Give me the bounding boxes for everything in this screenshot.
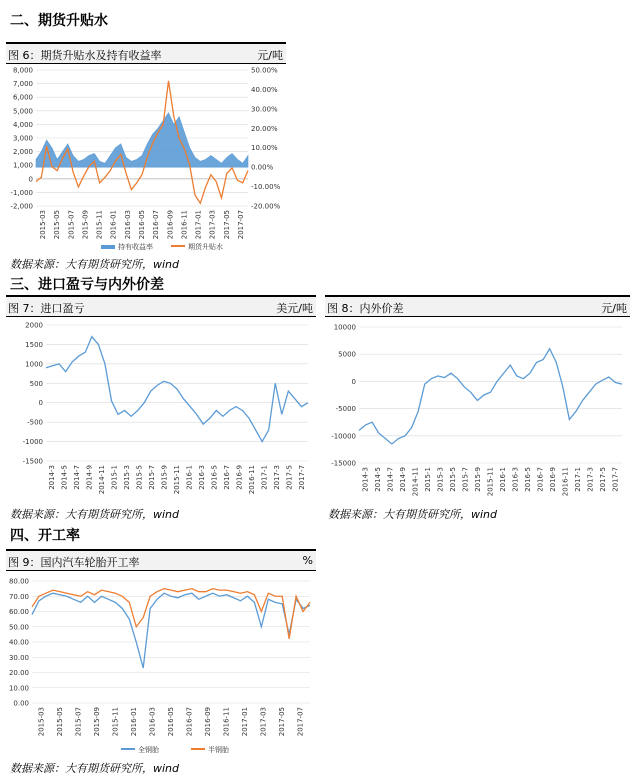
chart-unit: %: [302, 554, 313, 567]
legend-swatch: [191, 748, 205, 750]
y-tick-label: -15000: [331, 459, 356, 468]
x-tick-label: 2016-5: [210, 465, 219, 490]
y2-tick-label: 50.00%: [251, 66, 278, 75]
x-tick-label: 2015-5: [448, 467, 457, 492]
x-tick-label: 2015-3: [436, 467, 445, 492]
x-tick-label: 2015-9: [160, 465, 169, 490]
x-tick-label: 2015-07: [74, 707, 83, 737]
y-tick-label: 20.00: [8, 669, 29, 677]
chart-title: 图 9：国内汽车轮胎开工率: [8, 556, 140, 569]
y2-tick-label: -20.00%: [251, 202, 281, 211]
x-tick-label: 2015-09: [92, 707, 101, 737]
x-tick-label: 2016-11: [222, 707, 231, 737]
y-tick-label: 0.00: [13, 699, 29, 708]
x-tick-label: 2017-1: [260, 465, 269, 490]
x-tick-label: 2016-3: [511, 467, 520, 492]
y2-tick-label: 40.00%: [251, 85, 278, 94]
x-tick-label: 2017-7: [611, 467, 620, 492]
series-line: [359, 349, 622, 444]
x-tick-label: 2015-3: [123, 465, 132, 490]
y-tick-label: 10000: [333, 323, 356, 332]
panel-fig6: [6, 42, 286, 254]
y-tick-label: 6,000: [12, 93, 33, 102]
x-tick-label: 2014-11: [98, 465, 107, 495]
x-tick-label: 2014-7: [73, 465, 82, 490]
section-title-basis: 二、期货升贴水: [10, 13, 108, 29]
x-tick-label: 2017-01: [194, 210, 203, 240]
y-tick-label: 1000: [25, 360, 43, 369]
x-tick-label: 2015-1: [110, 465, 119, 490]
y2-tick-label: -10.00%: [251, 183, 281, 192]
x-tick-label: 2017-7: [297, 465, 306, 490]
x-tick-label: 2014-9: [85, 465, 94, 490]
chart-title: 图 6：期货升贴水及持有收益率: [8, 49, 162, 62]
y-tick-label: 0: [351, 377, 356, 386]
y2-tick-label: 0.00%: [251, 163, 274, 172]
chart-title: 图 8：内外价差: [327, 302, 404, 315]
x-tick-label: 2016-7: [536, 467, 545, 492]
x-tick-label: 2016-01: [129, 707, 138, 737]
y-tick-label: 3,000: [12, 134, 33, 143]
x-tick-label: 2017-07: [296, 707, 305, 737]
x-tick-label: 2016-9: [549, 467, 558, 492]
chart-fig6: [6, 64, 286, 254]
y-tick-label: 30.00: [8, 653, 29, 662]
y-tick-label: -1000: [22, 438, 43, 447]
x-tick-label: 2016-05: [138, 210, 146, 240]
y-tick-label: 10.00: [8, 684, 29, 693]
x-tick-label: 2016-09: [166, 210, 175, 240]
y-tick-label: 8,000: [12, 66, 33, 75]
x-tick-label: 2016-1: [499, 467, 508, 492]
y-tick-label: -1,000: [10, 188, 33, 197]
x-tick-label: 2015-7: [148, 465, 157, 490]
x-tick-label: 2016-03: [148, 707, 157, 737]
y2-tick-label: 30.00%: [251, 105, 278, 114]
y-tick-label: 5,000: [12, 107, 33, 116]
x-tick-label: 2017-01: [241, 707, 250, 737]
x-tick-label: 2015-03: [37, 707, 46, 737]
x-tick-label: 2016-7: [222, 465, 231, 490]
y2-tick-label: 10.00%: [251, 144, 278, 153]
legend-label: 半钢胎: [208, 746, 229, 754]
x-tick-label: 2016-9: [235, 465, 244, 490]
y2-tick-label: 20.00%: [251, 124, 278, 133]
x-tick-label: 2017-3: [272, 465, 281, 490]
legend-swatch: [171, 245, 185, 247]
x-tick-label: 2014-3: [48, 465, 57, 490]
x-tick-label: 2017-3: [586, 467, 595, 492]
x-tick-label: 2014-9: [398, 467, 407, 492]
y-tick-label: -1500: [22, 457, 43, 466]
panel-header: [6, 42, 286, 64]
y-tick-label: -5000: [335, 405, 356, 414]
y-tick-label: 1500: [25, 340, 43, 349]
y-tick-label: 0: [28, 175, 33, 184]
source-note: 数据来源：大有期货研究所，wind: [10, 258, 180, 271]
source-note: 数据来源：大有期货研究所，wind: [10, 762, 180, 775]
legend-label: 期货升贴水: [188, 243, 223, 251]
section-title-import: 三、进口盈亏与内外价差: [10, 277, 164, 293]
x-tick-label: 2017-5: [599, 467, 608, 492]
x-tick-label: 2015-11: [95, 210, 104, 240]
y-tick-label: 4,000: [12, 120, 33, 129]
x-tick-label: 2016-11: [180, 210, 189, 240]
section-title-operating-rate: 四、开工率: [10, 528, 80, 544]
chart-unit: 元/吨: [257, 49, 283, 62]
x-tick-label: 2014-5: [60, 465, 69, 490]
panel-header: [6, 549, 316, 571]
x-tick-label: 2015-07: [67, 210, 76, 240]
y-tick-label: 7,000: [12, 80, 33, 89]
x-tick-label: 2017-1: [574, 467, 583, 492]
x-tick-label: 2015-11: [111, 707, 120, 737]
x-tick-label: 2015-05: [53, 210, 62, 240]
x-tick-label: 2016-11: [247, 465, 256, 495]
x-tick-label: 2016-05: [167, 707, 175, 737]
x-tick-label: 2017-03: [259, 707, 268, 737]
y-tick-label: 2000: [25, 321, 43, 330]
legend-label: 全钢胎: [138, 746, 159, 754]
panel-fig7: [6, 295, 316, 503]
series-line: [32, 593, 310, 668]
x-tick-label: 2014-7: [386, 467, 395, 492]
x-tick-label: 2014-3: [361, 467, 370, 492]
x-tick-label: 2016-07: [152, 210, 161, 240]
x-tick-label: 2016-11: [561, 467, 570, 497]
x-tick-label: 2014-11: [411, 467, 420, 497]
legend-label: 持有收益率: [118, 243, 153, 251]
panel-header: [6, 295, 316, 317]
source-note: 数据来源：大有期货研究所，wind: [328, 508, 498, 521]
panel-header: [325, 295, 630, 317]
y-tick-label: -500: [27, 418, 43, 427]
x-tick-label: 2015-1: [423, 467, 432, 492]
x-tick-label: 2015-09: [81, 210, 90, 240]
x-tick-label: 2016-01: [109, 210, 118, 240]
chart-fig9: [6, 571, 316, 757]
y-tick-label: -2,000: [10, 202, 33, 211]
source-note: 数据来源：大有期货研究所，wind: [10, 508, 180, 521]
y-tick-label: 1,000: [12, 161, 33, 170]
x-tick-label: 2016-5: [524, 467, 533, 492]
y-tick-label: -10000: [331, 432, 356, 441]
x-tick-label: 2017-07: [236, 210, 245, 240]
x-tick-label: 2016-09: [204, 707, 213, 737]
series-area-holding-yield: [36, 113, 248, 167]
x-tick-label: 2017-05: [222, 210, 231, 240]
x-tick-label: 2015-11: [486, 467, 495, 497]
y-tick-label: 5000: [338, 350, 356, 359]
x-tick-label: 2014-5: [373, 467, 382, 492]
legend-swatch: [121, 748, 135, 750]
y-tick-label: 80.00: [8, 577, 29, 586]
panel-fig9: [6, 549, 316, 757]
x-tick-label: 2016-07: [185, 707, 194, 737]
y-tick-label: 500: [29, 379, 43, 388]
x-tick-label: 2016-3: [197, 465, 206, 490]
panel-fig8: [325, 295, 630, 503]
y-tick-label: 60.00: [8, 608, 29, 616]
x-tick-label: 2017-03: [208, 210, 217, 240]
x-tick-label: 2015-5: [135, 465, 144, 490]
y-tick-label: 70.00: [8, 592, 29, 601]
x-tick-label: 2016-03: [123, 210, 132, 240]
y-tick-label: 40.00: [8, 638, 29, 647]
chart-unit: 美元/吨: [276, 302, 313, 315]
chart-fig7: [6, 317, 316, 503]
y-tick-label: 2,000: [12, 148, 33, 157]
legend-swatch: [101, 245, 115, 249]
x-tick-label: 2015-7: [461, 467, 470, 492]
chart-fig8: [325, 317, 630, 503]
x-tick-label: 2015-03: [39, 210, 48, 240]
y-tick-label: 50.00: [8, 623, 29, 632]
x-tick-label: 2015-05: [55, 707, 64, 737]
x-tick-label: 2017-05: [278, 707, 287, 737]
chart-title: 图 7：进口盈亏: [8, 302, 85, 315]
x-tick-label: 2017-5: [285, 465, 294, 490]
y-tick-label: 0: [38, 399, 43, 408]
x-tick-label: 2015-9: [473, 467, 482, 492]
series-line: [36, 81, 248, 203]
chart-unit: 元/吨: [601, 302, 627, 315]
x-tick-label: 2016-1: [185, 465, 194, 490]
x-tick-label: 2015-11: [173, 465, 181, 495]
